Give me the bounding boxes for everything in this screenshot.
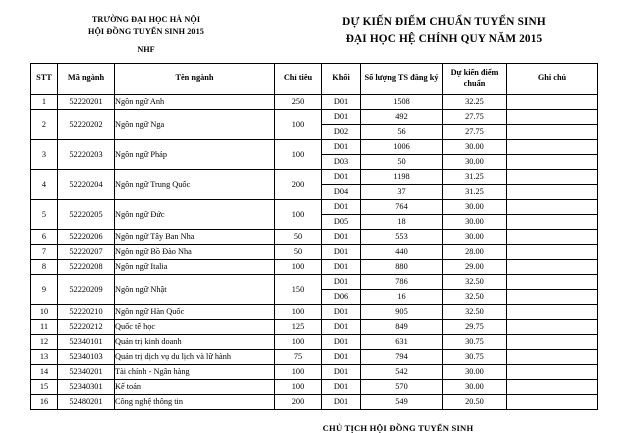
cell-quota: 50 — [275, 244, 322, 259]
cell-note — [507, 394, 598, 409]
cell-note — [507, 109, 598, 124]
cell-block: D01 — [322, 109, 361, 124]
cell-registrations: 794 — [361, 349, 443, 364]
cell-major-code: 52220210 — [58, 304, 115, 319]
cell-block: D02 — [322, 124, 361, 139]
cell-registrations: 849 — [361, 319, 443, 334]
cell-stt: 2 — [31, 109, 58, 139]
table-row — [31, 139, 598, 154]
cell-note — [507, 319, 598, 334]
cell-major-name: Kế toán — [115, 379, 275, 394]
cell-major-code: 52480201 — [58, 394, 115, 409]
cell-benchmark-score: 32.50 — [443, 274, 507, 289]
cell-block: D01 — [322, 394, 361, 409]
cell-quota: 125 — [275, 319, 322, 334]
cell-block: D01 — [322, 274, 361, 289]
cell-stt: 13 — [31, 349, 58, 364]
cell-stt: 3 — [31, 139, 58, 169]
cell-block: D03 — [322, 154, 361, 169]
cell-block: D01 — [322, 199, 361, 214]
cell-registrations: 56 — [361, 124, 443, 139]
cell-note — [507, 199, 598, 214]
cell-registrations: 37 — [361, 184, 443, 199]
table-row — [31, 244, 598, 259]
cell-quota: 100 — [275, 364, 322, 379]
cell-block: D05 — [322, 214, 361, 229]
cell-registrations: 764 — [361, 199, 443, 214]
cell-benchmark-score: 27.75 — [443, 124, 507, 139]
cell-note — [507, 334, 598, 349]
cell-quota: 50 — [275, 229, 322, 244]
cell-registrations: 440 — [361, 244, 443, 259]
cell-note — [507, 244, 598, 259]
cell-major-code: 52340103 — [58, 349, 115, 364]
table-row — [31, 319, 598, 334]
cell-registrations: 18 — [361, 214, 443, 229]
cell-major-name: Ngôn ngữ Nga — [115, 109, 275, 139]
cell-major-code: 52220205 — [58, 199, 115, 229]
cell-registrations: 1508 — [361, 94, 443, 109]
table-row — [31, 229, 598, 244]
cell-stt: 16 — [31, 394, 58, 409]
cell-registrations: 880 — [361, 259, 443, 274]
cell-note — [507, 154, 598, 169]
cell-block: D01 — [322, 304, 361, 319]
cell-major-name: Ngôn ngữ Tây Ban Nha — [115, 229, 275, 244]
cell-major-name: Ngôn ngữ Pháp — [115, 139, 275, 169]
cell-benchmark-score: 30.00 — [443, 214, 507, 229]
cell-block: D01 — [322, 169, 361, 184]
cell-block: D01 — [322, 139, 361, 154]
cell-quota: 200 — [275, 394, 322, 409]
cell-major-code: 52340301 — [58, 379, 115, 394]
header-institution-block — [0, 14, 278, 54]
header-title-block — [278, 14, 626, 48]
cell-benchmark-score: 31.25 — [443, 184, 507, 199]
cell-registrations: 16 — [361, 289, 443, 304]
cell-major-name: Quốc tế học — [115, 319, 275, 334]
cell-stt: 14 — [31, 364, 58, 379]
cell-benchmark-score: 30.00 — [443, 199, 507, 214]
cell-quota: 100 — [275, 334, 322, 349]
cell-benchmark-score: 27.75 — [443, 109, 507, 124]
cell-major-name: Ngôn ngữ Hàn Quốc — [115, 304, 275, 319]
cell-block: D01 — [322, 94, 361, 109]
table-row — [31, 379, 598, 394]
table-row — [31, 109, 598, 124]
cell-major-code: 52220207 — [58, 244, 115, 259]
column-header-block: Khối — [322, 63, 361, 94]
cell-quota: 100 — [275, 304, 322, 319]
cell-block: D01 — [322, 364, 361, 379]
cell-benchmark-score: 30.00 — [443, 154, 507, 169]
institution-name: TRƯỜNG ĐẠI HỌC HÀ NỘI — [91, 15, 201, 24]
cell-benchmark-score: 30.75 — [443, 334, 507, 349]
column-header-quota: Chỉ tiêu — [275, 63, 322, 94]
cell-quota: 100 — [275, 199, 322, 229]
cell-stt: 12 — [31, 334, 58, 349]
cell-major-code: 52220204 — [58, 169, 115, 199]
table-row — [31, 274, 598, 289]
cell-registrations: 553 — [361, 229, 443, 244]
document-title-line2: ĐẠI HỌC HỆ CHÍNH QUY NĂM 2015 — [345, 32, 543, 45]
cell-quota: 250 — [275, 94, 322, 109]
document-title-line1: DỰ KIẾN ĐIỂM CHUẨN TUYỂN SINH — [342, 16, 546, 28]
cell-quota: 150 — [275, 274, 322, 304]
cell-quota: 100 — [275, 379, 322, 394]
cell-benchmark-score: 30.75 — [443, 349, 507, 364]
cell-registrations: 786 — [361, 274, 443, 289]
cell-note — [507, 124, 598, 139]
cell-benchmark-score: 29.75 — [443, 319, 507, 334]
cell-block: D01 — [322, 259, 361, 274]
cell-benchmark-score: 30.00 — [443, 139, 507, 154]
column-header-note: Ghi chú — [507, 63, 598, 94]
table-body — [31, 94, 598, 409]
cell-major-code: 52220209 — [58, 274, 115, 304]
document-footer — [0, 423, 626, 433]
table-row — [31, 94, 598, 109]
cell-block: D01 — [322, 319, 361, 334]
table-header — [31, 63, 598, 94]
cell-note — [507, 259, 598, 274]
cell-quota: 100 — [275, 109, 322, 139]
cell-stt: 9 — [31, 274, 58, 304]
score-table-container — [30, 63, 597, 410]
cell-major-name: Quản trị kinh doanh — [115, 334, 275, 349]
table-row — [31, 259, 598, 274]
cell-block: D01 — [322, 349, 361, 364]
cell-registrations: 542 — [361, 364, 443, 379]
cell-registrations: 492 — [361, 109, 443, 124]
cell-benchmark-score: 32.50 — [443, 289, 507, 304]
cell-quota: 100 — [275, 259, 322, 274]
cell-major-name: Ngôn ngữ Nhật — [115, 274, 275, 304]
cell-benchmark-score: 30.00 — [443, 379, 507, 394]
cell-stt: 6 — [31, 229, 58, 244]
table-row — [31, 334, 598, 349]
cell-note — [507, 364, 598, 379]
table-row — [31, 304, 598, 319]
cell-stt: 8 — [31, 259, 58, 274]
cell-major-code: 52220201 — [58, 94, 115, 109]
table-row — [31, 394, 598, 409]
cell-note — [507, 169, 598, 184]
cell-benchmark-score: 20.50 — [443, 394, 507, 409]
cell-major-code: 52220212 — [58, 319, 115, 334]
cell-note — [507, 379, 598, 394]
cell-benchmark-score: 28.00 — [443, 244, 507, 259]
column-header-registrations: Số lượng TS đăng ký — [361, 63, 443, 94]
cell-block: D04 — [322, 184, 361, 199]
cell-note — [507, 274, 598, 289]
signature-title: CHỦ TỊCH HỘI ĐỒNG TUYỂN SINH — [322, 422, 474, 433]
column-header-name: Tên ngành — [115, 63, 275, 94]
cell-registrations: 905 — [361, 304, 443, 319]
table-row — [31, 169, 598, 184]
cell-major-name: Ngôn ngữ Bồ Đào Nha — [115, 244, 275, 259]
cell-note — [507, 214, 598, 229]
table-row — [31, 349, 598, 364]
column-header-code: Mã ngành — [58, 63, 115, 94]
cell-benchmark-score: 32.50 — [443, 304, 507, 319]
cell-major-code: 52220203 — [58, 139, 115, 169]
cell-major-name: Công nghệ thông tin — [115, 394, 275, 409]
cell-stt: 7 — [31, 244, 58, 259]
cell-benchmark-score: 32.25 — [443, 94, 507, 109]
cell-stt: 5 — [31, 199, 58, 229]
cell-note — [507, 184, 598, 199]
cell-registrations: 50 — [361, 154, 443, 169]
cell-major-name: Ngôn ngữ Đức — [115, 199, 275, 229]
cell-quota: 75 — [275, 349, 322, 364]
cell-benchmark-score: 31.25 — [443, 169, 507, 184]
cell-note — [507, 289, 598, 304]
cell-registrations: 1198 — [361, 169, 443, 184]
cell-block: D06 — [322, 289, 361, 304]
cell-major-code: 52340201 — [58, 364, 115, 379]
column-header-stt: STT — [31, 63, 58, 94]
cell-stt: 15 — [31, 379, 58, 394]
cell-registrations: 631 — [361, 334, 443, 349]
cell-stt: 10 — [31, 304, 58, 319]
cell-note — [507, 139, 598, 154]
cell-note — [507, 229, 598, 244]
cell-major-code: 52220202 — [58, 109, 115, 139]
cell-note — [507, 94, 598, 109]
cell-block: D01 — [322, 334, 361, 349]
cell-block: D01 — [322, 244, 361, 259]
admission-council-name: HỘI ĐỒNG TUYỂN SINH 2015 — [88, 26, 204, 36]
cell-major-name: Ngôn ngữ Italia — [115, 259, 275, 274]
cell-block: D01 — [322, 229, 361, 244]
cell-note — [507, 349, 598, 364]
cell-major-name: Tài chính - Ngân hàng — [115, 364, 275, 379]
cell-note — [507, 304, 598, 319]
cell-stt: 1 — [31, 94, 58, 109]
cell-major-code: 52340101 — [58, 334, 115, 349]
cell-block: D01 — [322, 379, 361, 394]
cell-quota: 100 — [275, 139, 322, 169]
document-header — [0, 0, 626, 54]
column-header-score: Dự kiến điểm chuẩn — [443, 63, 507, 94]
cell-benchmark-score: 30.00 — [443, 364, 507, 379]
cell-major-name: Ngôn ngữ Anh — [115, 94, 275, 109]
cell-registrations: 570 — [361, 379, 443, 394]
table-row — [31, 364, 598, 379]
cell-registrations: 1006 — [361, 139, 443, 154]
cell-registrations: 549 — [361, 394, 443, 409]
cell-major-code: 52220206 — [58, 229, 115, 244]
cell-major-code: 52220208 — [58, 259, 115, 274]
cell-quota: 200 — [275, 169, 322, 199]
cell-benchmark-score: 30.00 — [443, 229, 507, 244]
institution-code: NHF — [137, 44, 155, 54]
benchmark-score-table — [30, 63, 598, 410]
cell-benchmark-score: 29.00 — [443, 259, 507, 274]
cell-major-name: Ngôn ngữ Trung Quốc — [115, 169, 275, 199]
table-row — [31, 199, 598, 214]
cell-stt: 11 — [31, 319, 58, 334]
cell-major-name: Quản trị dịch vụ du lịch và lữ hành — [115, 349, 275, 364]
table-header-row — [31, 63, 598, 94]
cell-stt: 4 — [31, 169, 58, 199]
